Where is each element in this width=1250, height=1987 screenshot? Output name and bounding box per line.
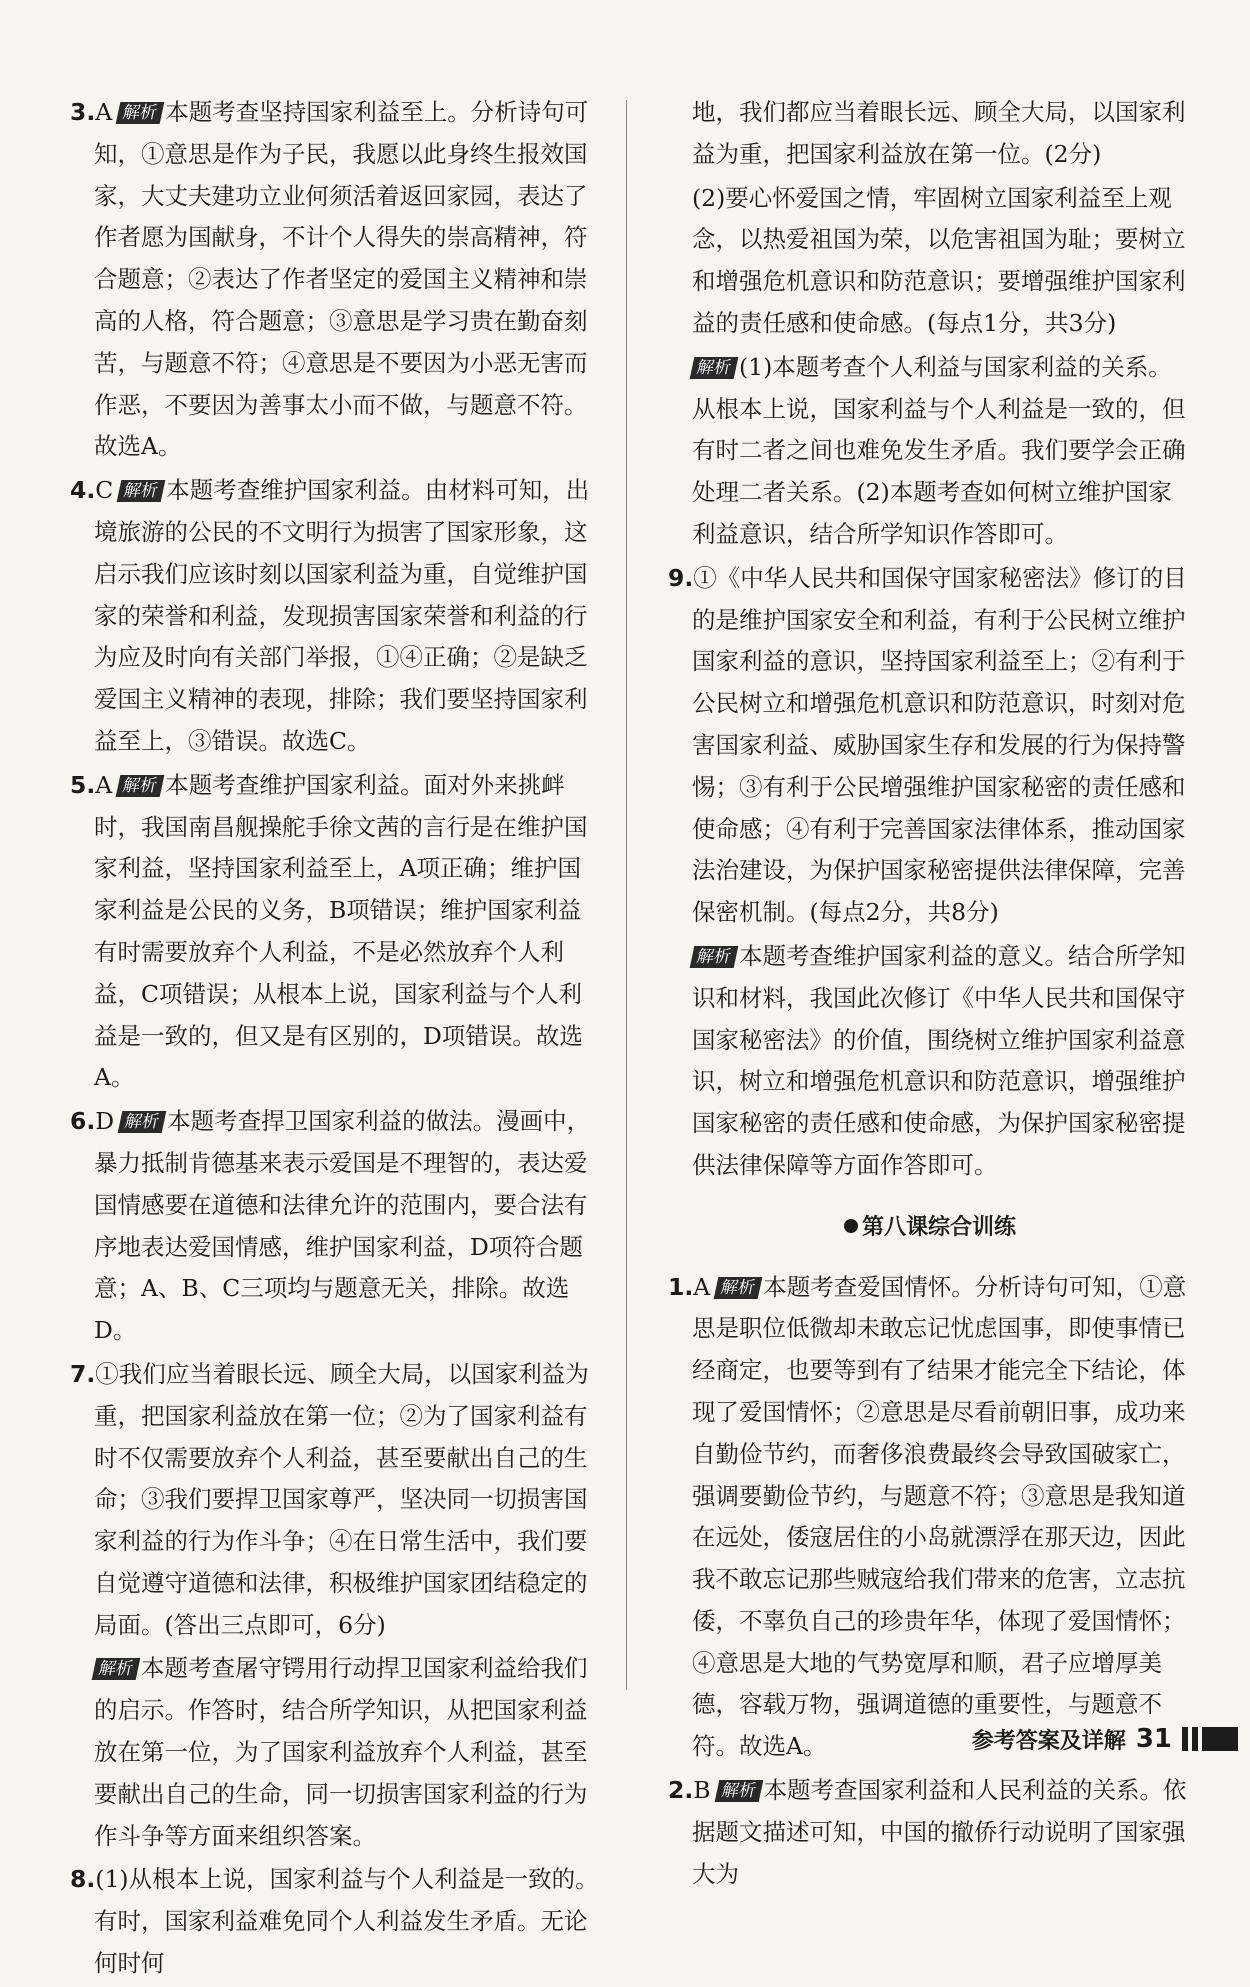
answer-item-8-part2: (2)要心怀爱国之情，牢固树立国家利益至上观念，以热爱祖国为荣，以危害祖国为耻；要树立和增强危机意识和防范意识；要增强维护国家利益的责任感和使命感。(每点1分，共3分) — [692, 183, 1186, 337]
answer-item-7: 7.①我们应当着眼长远、顾全大局，以国家利益为重，把国家利益放在第一位；②为了国家利益有时不仅需要放弃个人利益，甚至要献出自己的生命；③我们要捍卫国家尊严，坚决同一切损害国家利益的行为作斗争；④在日常生活中，我们要自觉遵守道德和法律，积极维护国家团结稳定的局面。(答出三点即可，6分) — [70, 1359, 589, 1639]
analysis-8: 解析 (1)本题考查个人利益与国家利益的关系。从根本上说，国家利益与个人利益是一致的，但有时二者之间也难免发生矛盾。我们要学会正确处理二者关系。(2)本题考查如何树立维护国家利益意识，结合所学知识作答即可。 — [668, 347, 1192, 556]
analysis-tag: 解析 — [690, 357, 739, 379]
analysis-tag: 解析 — [714, 1277, 763, 1299]
answer-item-8-1: 1.A 解析 本题考查爱国情怀。分析诗句可知，①意思是职位低微却未敢忘记忧虑国事，即使事情已经商定，也要等到有了结果才能完全下结论，体现了爱国情怀；②意思是尽看前朝旧事，成功来自勤俭节约，而奢侈浪费最终会导致国破家亡，强调要勤俭节约，与题意不符；③意思是我知道在远处，倭寇居住的小岛就漂浮在那天边，因此我不敢忘记那些贼寇给我们带来的危害，立志抗倭，不辜负自己的珍贵年华，体现了爱国情怀；④意思是大地的气势宽厚和顺，君子应增厚美德，容载万物，强调道德的重要性，与题意不符。故选A。 — [668, 1272, 1187, 1761]
section-title: 第八课综合训练 — [668, 1207, 1192, 1249]
footer-bars-icon — [1182, 1727, 1238, 1751]
answer-item-5: 5.A 解析 本题考查维护国家利益。面对外来挑衅时，我国南昌舰操舵手徐文茜的言行是在维护国家利益，坚持国家利益至上，A项正确；维护国家利益是公民的义务，B项错误；维护国家利益有时需要放弃个人利益，不是必然放弃个人利益，C项错误；从根本上说，国家利益与个人利益是一致的，但又是有区别的，D项错误。故选A。 — [70, 770, 588, 1092]
answer-item-9: 9.①《中华人民共和国保守国家秘密法》修订的目的是维护国家安全和利益，有利于公民树立维护国家利益的意识，坚持国家利益至上；②有利于公民树立和增强危机意识和防范意识，时刻对危害国家利益、威胁国家生存和发展的行为保持警惕；③有利于公民增强维护国家秘密的责任感和使命感；④有利于完善国家法律体系，推动国家法治建设，为保护国家秘密提供法律保障，完善保密机制。(每点2分，共8分) — [668, 563, 1187, 927]
analysis-9: 解析 本题考查维护国家利益的意义。结合所学知识和材料，我国此次修订《中华人民共和国保守国家秘密法》的价值，围绕树立维护国家利益意识，树立和增强危机意识和防范意识，增强维护国家秘密的责任感和使命感，为保护国家秘密提供法律保障等方面作答即可。 — [668, 936, 1192, 1187]
answer-item-6: 6.D 解析 本题考查捍卫国家利益的做法。漫画中，暴力抵制肯德基来表示爱国是不理智的，表达爱国情感要在道德和法律允许的范围内，要合法有序地表达爱国情感，维护国家利益，D项符合题意；A、B、C三项均与题意无关，排除。故选D。 — [70, 1107, 591, 1345]
page-footer — [972, 1719, 1238, 1759]
answer-item-8-2: 2.B 解析 本题考查国家利益和人民利益的关系。依据题文描述可知，中国的撤侨行动说明了国家强大为 — [668, 1776, 1187, 1888]
answer-item-8: 8.(1)从根本上说，国家利益与个人利益是一致的。有时，国家利益难免同个人利益发生矛盾。无论何时何 — [70, 1865, 599, 1978]
left-column — [70, 92, 602, 1987]
answer-item-8-cont: 地，我们都应当着眼长远、顾全大局，以国家利益为重，把国家利益放在第一位。(2分) — [692, 98, 1186, 168]
footer-label: 参考答案及详解 — [971, 1728, 1126, 1754]
page-number: 31 — [1135, 1724, 1172, 1754]
bullet-icon — [844, 1219, 858, 1233]
analysis-tag: 解析 — [714, 1780, 763, 1802]
analysis-tag: 解析 — [117, 480, 166, 502]
column-divider — [626, 100, 627, 1690]
analysis-tag: 解析 — [690, 946, 739, 968]
answer-item-4: 4.C 解析 本题考查维护国家利益。由材料可知，出境旅游的公民的不文明行为损害了国家形象，这启示我们应该时刻以国家利益为重，自觉维护国家的荣誉和利益，发现损害国家荣誉和利益的行为应及时向有关部门举报，①④正确；②是缺乏爱国主义精神的表现，排除；我们要坚持国家利益至上，③错误。故选C。 — [70, 476, 590, 755]
answer-item-3: 3.A 解析 本题考查坚持国家利益至上。分析诗句可知，①意思是作为子民，我愿以此身终生报效国家，大丈夫建功立业何须活着返回家园，表达了作者愿为国献身，不计个人得失的崇高精神，符合题意；②表达了作者坚定的爱国主义精神和崇高的人格，符合题意；③意思是学习贵在勤奋刻苦，与题意不符；④意思是不要因为小恶无害而作恶，不要因为善事太小而不做，与题意不符。故选A。 — [70, 98, 589, 461]
analysis-tag: 解析 — [116, 102, 165, 124]
analysis-tag: 解析 — [92, 1658, 141, 1680]
analysis-7: 解析 本题考查屠守锷用行动捍卫国家利益给我们的启示。作答时，结合所学知识，从把国家利益放在第一位，为了国家利益放弃个人利益，甚至要献出自己的生命，同一切损害国家利益的行为作斗争等方面来组织答案。 — [70, 1648, 602, 1857]
analysis-tag: 解析 — [118, 1111, 167, 1133]
right-column — [668, 92, 1192, 1897]
analysis-tag: 解析 — [116, 775, 165, 797]
